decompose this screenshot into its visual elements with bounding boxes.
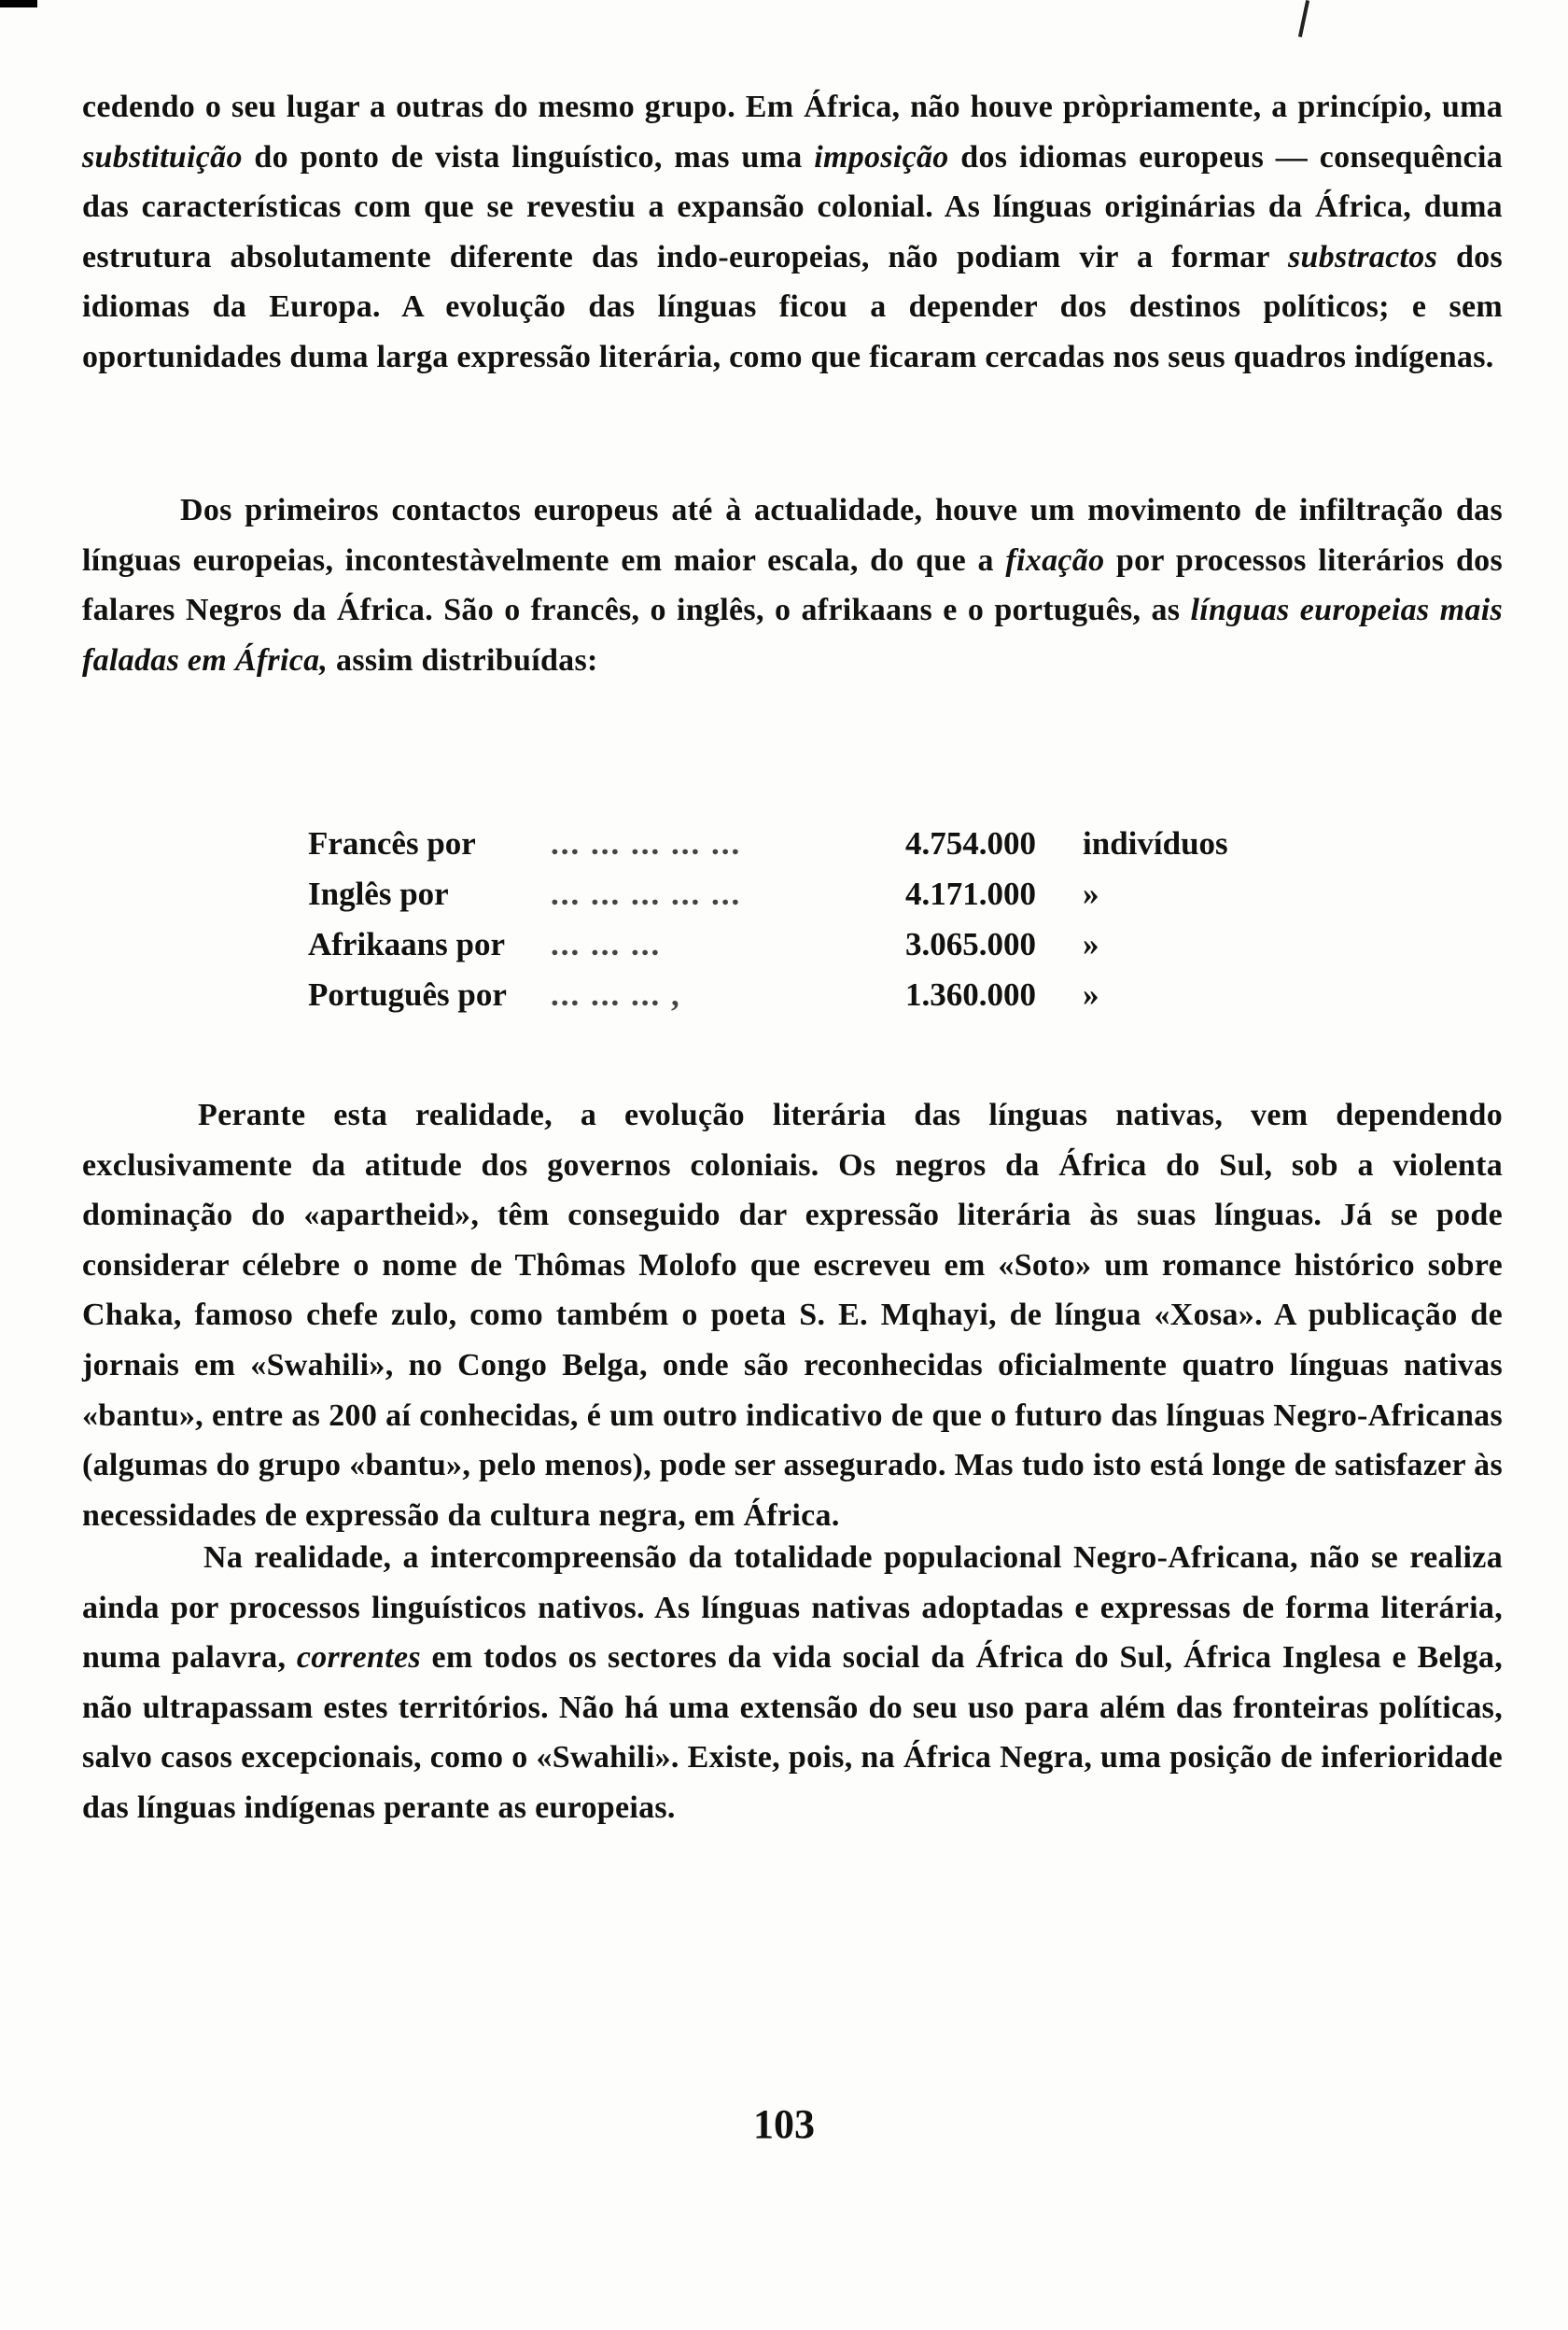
stats-leader-dots: ... ... ... ,	[551, 976, 681, 1013]
italic-term: correntes	[296, 1640, 421, 1676]
stats-row-portugues	[308, 976, 1335, 1027]
stats-row-frances	[308, 825, 1335, 876]
paragraph-1	[82, 82, 1503, 383]
italic-term: fixação	[1005, 542, 1105, 578]
stats-row-afrikaans	[308, 926, 1335, 976]
paragraph-2	[82, 485, 1503, 685]
stats-row-ingles	[308, 876, 1335, 926]
paragraph-text: em todos os sectores da vida social da África do Sul, África Inglesa e Belga, não ultrapassam estes territórios. Não há uma extensão do seu uso para além das fronteiras políticas, salvo casos excepcionais, como o «Swahili». Existe, pois, na África Negra, uma posição de inferioridade das línguas indígenas perante as europeias.	[82, 1640, 1503, 1825]
paragraph-4	[82, 1533, 1503, 1833]
stats-unit: »	[1083, 926, 1099, 962]
stats-language: Afrikaans por	[308, 926, 505, 962]
paragraph-text: cedendo o seu lugar a outras do mesmo grupo. Em África, não houve pròpriamente, a princípio, uma	[82, 90, 1503, 124]
stats-count: 4.754.000	[905, 825, 1036, 862]
italic-term: línguas europeias mais faladas em África,	[82, 593, 1503, 678]
stats-unit: indivíduos	[1083, 825, 1228, 862]
scan-edge-mark	[1298, 0, 1309, 37]
stats-leader-dots: ... ... ... ... ...	[551, 876, 742, 912]
paragraph-text: Dos primeiros contactos europeus até à actualidade, houve um movimento de infiltração das línguas europeias, incontestàvelmente em maior escala, do que a	[82, 493, 1503, 578]
paragraph-text: por processos literários dos falares Negros da África. São o francês, o inglês, o afrikaans e o português, as	[82, 542, 1503, 628]
paragraph-text: dos idiomas europeus — consequência das características com que se revestiu a expansão colonial. As línguas originárias da África, duma estrutura absolutamente diferente das indo-europeias, não podiam vir a formar	[82, 139, 1503, 274]
stats-language: Inglês por	[308, 876, 449, 912]
stats-count: 1.360.000	[905, 976, 1036, 1013]
stats-unit: »	[1083, 876, 1099, 912]
stats-count: 4.171.000	[905, 876, 1036, 912]
language-stats-table	[308, 825, 1335, 1027]
stats-unit: »	[1083, 976, 1099, 1013]
stats-language: Francês por	[308, 825, 476, 862]
stats-leader-dots: ... ... ...	[551, 926, 662, 962]
paragraph-3: Perante esta realidade, a evolução literária das línguas nativas, vem dependendo exclusivamente da atitude dos governos coloniais. Os negros da África do Sul, sob a violenta dominação do «apartheid», têm conseguido dar expressão literária às suas línguas. Já se pode considerar célebre o nome de Thômas Molofo que escreveu em «Soto» um romance histórico sobre Chaka, famoso chefe zulo, como também o poeta S. E. Mqhayi, de língua «Xosa». A publicação de jornais em «Swahili», no Congo Belga, onde são reconhecidas oficialmente quatro línguas nativas «bantu», entre as 200 aí conhecidas, é um outro indicativo de que o futuro das línguas Negro-Africanas (algumas do grupo «bantu», pelo menos), pode ser assegurado. Mas tudo isto está longe de satisfazer às necessidades de expressão da cultura negra, em África.	[82, 1098, 1503, 1533]
paragraph-text: dos idiomas da Europa. A evolução das línguas ficou a depender dos destinos políticos; e sem oportunidades duma larga expressão literária, como que ficaram cercadas nos seus quadros indígenas.	[82, 239, 1504, 374]
page-number: 103	[753, 2101, 815, 2147]
paragraph-text: do ponto de vista linguístico, mas uma	[242, 139, 815, 175]
paragraph-text: assim distribuídas:	[328, 642, 598, 678]
stats-language: Português por	[308, 976, 507, 1013]
paragraph-text: Na realidade, a intercompreensão da totalidade populacional Negro-Africana, não se realiza ainda por processos linguísticos nativos. As línguas nativas adoptadas e expressas de forma literária, numa palavra,	[82, 1540, 1503, 1676]
stats-leader-dots: ... ... ... ... ...	[551, 825, 742, 862]
scan-corner-mark	[0, 0, 37, 7]
italic-term: imposição	[814, 139, 949, 175]
stats-count: 3.065.000	[905, 926, 1036, 962]
italic-term: substituição	[82, 139, 243, 175]
italic-term: substractos	[1288, 239, 1438, 274]
